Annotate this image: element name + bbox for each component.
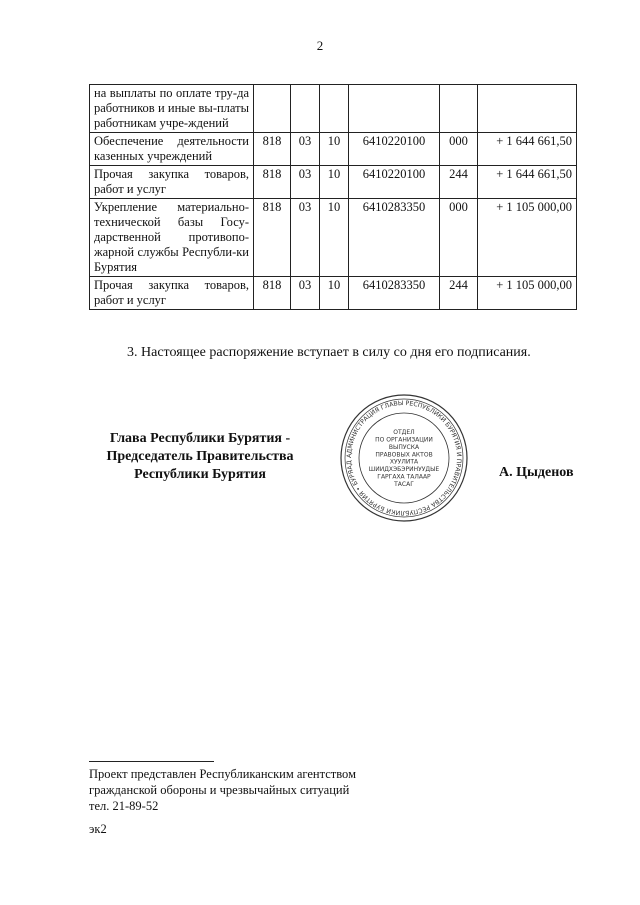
document-code: эк2 bbox=[89, 822, 107, 836]
footnote-line: гражданской обороны и чрезвычайных ситуаций bbox=[89, 783, 350, 797]
seal-center-line: ВЫПУСКА bbox=[388, 443, 420, 451]
cell-rz: 03 bbox=[291, 133, 320, 166]
footnote bbox=[89, 766, 356, 814]
cell-vr bbox=[440, 85, 478, 133]
budget-table bbox=[89, 84, 577, 310]
cell-csr: 6410283350 bbox=[349, 277, 440, 310]
cell-vr: 000 bbox=[440, 133, 478, 166]
page-number: 2 bbox=[316, 38, 324, 53]
seal-graphic bbox=[339, 393, 469, 523]
effective-clause: 3. Настоящее распоряжение вступает в силу со дня его подписания. bbox=[127, 345, 531, 360]
signatory-title bbox=[80, 430, 320, 484]
seal-center-line: ПО ОРГАНИЗАЦИИ bbox=[375, 436, 433, 444]
cell-rz: 03 bbox=[291, 199, 320, 277]
cell-rz: 03 bbox=[291, 166, 320, 199]
table-row bbox=[90, 85, 577, 133]
cell-name: Укрепление материально-технической базы Госу-дарственной противопо-жарной службы Республи-ки Бурятия bbox=[90, 199, 254, 277]
cell-vr: 244 bbox=[440, 166, 478, 199]
cell-sum: + 1 644 661,50 bbox=[478, 166, 577, 199]
cell-ved: 818 bbox=[254, 199, 291, 277]
cell-ved: 818 bbox=[254, 166, 291, 199]
cell-pr: 10 bbox=[320, 199, 349, 277]
table-row bbox=[90, 277, 577, 310]
seal-center-line: ШИИДХЭБЭРИНУУДЫЕ bbox=[368, 466, 440, 474]
signatory-name: А. Цыденов bbox=[499, 465, 574, 480]
signatory-title-line: Республики Бурятия bbox=[134, 467, 266, 482]
cell-rz bbox=[291, 85, 320, 133]
cell-vr: 000 bbox=[440, 199, 478, 277]
seal-center-text bbox=[369, 429, 440, 488]
signatory-title-line: Председатель Правительства bbox=[106, 449, 294, 464]
seal-center-line: ГАРГАХА ТАЛААР bbox=[377, 473, 431, 481]
cell-sum: + 1 644 661,50 bbox=[478, 133, 577, 166]
cell-sum: + 1 105 000,00 bbox=[478, 277, 577, 310]
cell-csr: 6410220100 bbox=[349, 166, 440, 199]
cell-csr: 6410283350 bbox=[349, 199, 440, 277]
cell-csr bbox=[349, 85, 440, 133]
cell-ved bbox=[254, 85, 291, 133]
seal-outer-text: АДМИНИСТРАЦИЯ ГЛАВЫ РЕСПУБЛИКИ БУРЯТИЯ И ПРАВИТЕЛЬСТВА РЕСПУБЛИКИ БУРЯТИЯ • БУРЯАД bbox=[345, 399, 463, 517]
seal-center-line: ОТДЕЛ bbox=[393, 429, 415, 437]
cell-pr: 10 bbox=[320, 133, 349, 166]
footnote-divider bbox=[89, 761, 214, 762]
cell-ved: 818 bbox=[254, 277, 291, 310]
cell-name: Прочая закупка товаров, работ и услуг bbox=[90, 166, 254, 199]
cell-name: Обеспечение деятельности казенных учреждений bbox=[90, 133, 254, 166]
cell-pr: 10 bbox=[320, 166, 349, 199]
seal-center-line: ПРАВОВЫХ АКТОВ bbox=[375, 451, 433, 459]
cell-name: Прочая закупка товаров, работ и услуг bbox=[90, 277, 254, 310]
seal-center-line: ТАСАГ bbox=[394, 480, 414, 488]
official-seal bbox=[339, 393, 469, 523]
signatory-title-line: Глава Республики Бурятия - bbox=[109, 431, 291, 446]
cell-vr: 244 bbox=[440, 277, 478, 310]
cell-sum: + 1 105 000,00 bbox=[478, 199, 577, 277]
table-row bbox=[90, 133, 577, 166]
footnote-line: Проект представлен Республиканским агентством bbox=[89, 767, 356, 781]
seal-center-line: ХУУЛИТА bbox=[389, 458, 419, 466]
cell-pr: 10 bbox=[320, 277, 349, 310]
cell-pr bbox=[320, 85, 349, 133]
cell-name: на выплаты по оплате тру-да работников и иные вы-платы работникам учре-ждений bbox=[90, 85, 254, 133]
table-row bbox=[90, 199, 577, 277]
cell-sum bbox=[478, 85, 577, 133]
cell-ved: 818 bbox=[254, 133, 291, 166]
budget-table-body bbox=[90, 85, 577, 310]
cell-csr: 6410220100 bbox=[349, 133, 440, 166]
cell-rz: 03 bbox=[291, 277, 320, 310]
table-row bbox=[90, 166, 577, 199]
footnote-line: тел. 21-89-52 bbox=[89, 799, 159, 813]
